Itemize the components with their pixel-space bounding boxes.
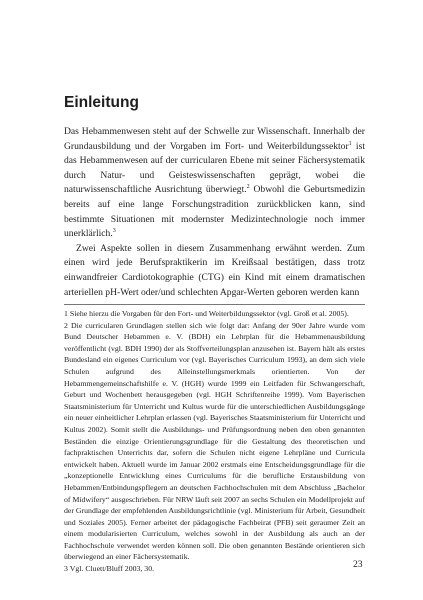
footnote-marker[interactable]: 1 <box>348 140 352 147</box>
text-span: Obwohl die Geburtsmedizin bereits auf eine lange Forschungstradition zurückblicken kann, sind bestimmte Situationen mit modernster Medizintechnologie noch immer unerklärlich. <box>64 184 365 240</box>
footnote-marker[interactable]: 3 <box>112 227 116 234</box>
footnote-text: Die curricularen Grundlagen stellen sich wie folgt dar: Anfang der 90er Jahre wurde vom Bund Deutscher Hebammen e. V. (BDH) ein Lehrplan für die Hebammenausbildung veröffentlicht (vgl. BDH 1990) der als Stoffverteilungsplan anzusehen ist. Bayern hält als erstes Bundesland ein eigenes Curriculum vor (vgl. Bayerisches Curriculum 1993), an dem sich viele Schulen aufgrund des Alleinstellungsmerkmals orientierten. Von der Hebammengemeinschaftshilfe e. V. (HGH) wurde 1999 ein Leitfaden für Schwangerschaft, Geburt und Wochenbett herausgegeben (vgl. HGH Schriftenreihe 1999). Vom Bayerischen Staatsministerium für Unterricht und Kultus wurde für die unterschiedlichen Ausbildungsgänge ein neuer einheitlicher Lehrplan erlassen (vgl. Bayerisches Staatsministerium für Unterricht und Kultus 2002). Somit stellt die Ausbildungs- und Prüfungsordnung neben den oben genannten Beständen die einzige Orientierungsgrundlage für die Gestaltung des theoretischen und fachpraktischen Unterrichts dar, sofern die Schulen nicht eigene Lehrpläne und Curricula entwickelt haben. Aktuell wurde im Januar 2002 erstmals eine Entscheidungsgrundlage für die „konzeptionelle Entwicklung eines Curriculums für die berufliche Erstausbildung von Hebammen/Entbindungspflegern an deutschen Fachhochschulen mit dem Abschluss „Bachelor of Midwifery“ ausgeschrieben. Für NRW läuft seit 2007 an sechs Schulen ein Modellprojekt auf der Grundlage der empfehlenden Ausbildungsrichtlinie (vgl. Ministerium für Arbeit, Gesundheit und Soziales 2005). Ferner arbeitet der pädagogische Fachbeirat (PFB) seit geraumer Zeit an einem modularisierten Curriculum, welches sowohl in der Ausbildung als auch an der Fachhochschule verwendet werden können soll. Die oben genannten Bestände orientieren sich überwiegend an einer Fächersystematik. <box>64 320 366 562</box>
footnote-2 <box>64 320 365 563</box>
footnotes <box>64 308 365 575</box>
footnote-number: 1 <box>64 309 68 318</box>
footnote-text: Siehe hierzu die Vorgaben für den Fort- und Weiterbildungssektor (vgl. Groß et al. 2005). <box>69 309 349 318</box>
text-span: ist das Hebammenwesen auf der curricularen Ebene mit seiner Fächersystematik durch Natur- und Geisteswissenschaften geprägt, wobei die naturwissenschaftliche Ausrichtung überwiegt. <box>64 140 365 196</box>
paragraph-1 <box>64 125 365 242</box>
footnote-1 <box>64 308 365 320</box>
footnote-text: Vgl. Cluett/Bluff 2003, 30. <box>69 564 155 574</box>
chapter-heading: Einleitung <box>64 94 139 111</box>
body-text <box>64 125 365 300</box>
page-number: 23 <box>353 559 363 570</box>
text-span: Zwei Aspekte sollen in diesem Zusammenhang erwähnt werden. Zum einen wird jede Berufspraktikerin im Kreißsaal bestätigen, dass trotz einwandfreier Cardiotokographie (CTG) ein Kind mit einem dramatischen arteriellen pH-Wert oder/und schlechten Apgar-Werten geboren werden kann <box>64 242 365 298</box>
footnote-number: 2 <box>64 320 68 330</box>
text-span: Das Hebammenwesen steht auf der Schwelle zur Wissenschaft. Innerhalb der Grundausbildung und der Vorgaben im Fort- und Weiterbildungssektor <box>64 126 365 152</box>
footnote-divider <box>64 304 365 305</box>
footnote-marker[interactable]: 2 <box>246 184 250 191</box>
footnote-number: 3 <box>64 564 68 574</box>
paragraph-2 <box>64 242 365 300</box>
footnote-3 <box>64 563 365 575</box>
